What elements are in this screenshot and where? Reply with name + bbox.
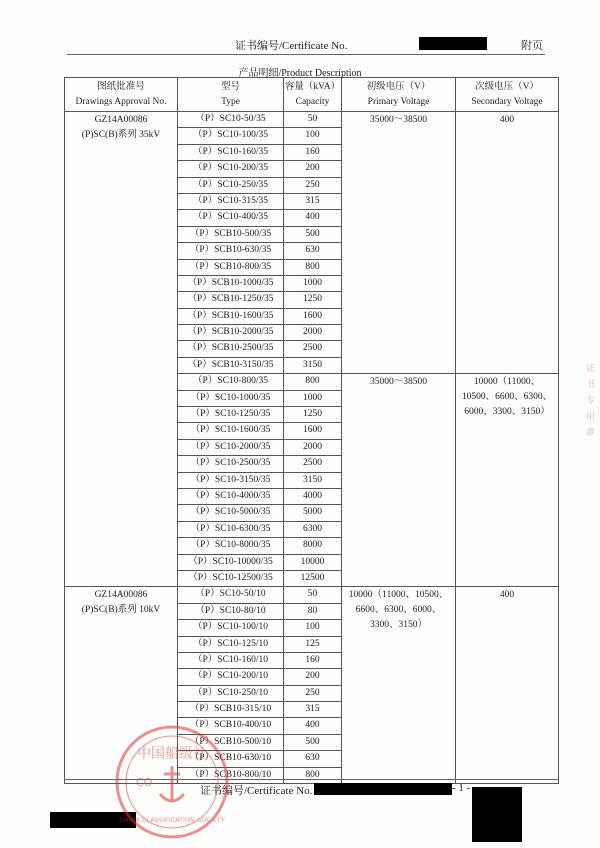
- series-name: (P)SC(B)系列 10kV: [81, 605, 161, 616]
- capacity-cell: 5000: [284, 505, 342, 521]
- capacity-cell: 4000: [284, 488, 342, 504]
- header-label-en: Capacity: [295, 96, 330, 107]
- redacted-certificate-number: [419, 37, 487, 50]
- edge-seal-fragment: 证书专用章: [586, 363, 596, 437]
- type-cell: （P）SC10-250/35: [178, 177, 284, 193]
- type-cell: （P）SC10-6300/35: [178, 521, 284, 537]
- type-cell: （P）SC10-5000/35: [178, 505, 284, 521]
- type-cell: （P）SC10-1250/35: [178, 407, 284, 423]
- table-body: [65, 112, 559, 784]
- capacity-cell: 200: [284, 669, 342, 685]
- redacted-block-right: [472, 787, 522, 842]
- capacity-cell: 630: [284, 243, 342, 259]
- capacity-cell: 1600: [284, 308, 342, 324]
- capacity-cell: 800: [284, 374, 342, 390]
- stamp-text-abbr: CO: [136, 776, 153, 789]
- approval-cell: [65, 112, 178, 587]
- type-cell: （P）SC10-400/35: [178, 210, 284, 226]
- capacity-cell: 250: [284, 177, 342, 193]
- capacity-cell: 315: [284, 702, 342, 718]
- header-primary-voltage: [342, 78, 456, 112]
- primary-voltage-cell: 35000～38500: [342, 112, 456, 374]
- type-cell: （P）SC10-315/35: [178, 193, 284, 209]
- footer-certificate-label: 证书编号/Certificate No.: [200, 785, 313, 797]
- capacity-cell: 800: [284, 767, 342, 783]
- header-label-cn: 型号: [220, 81, 240, 92]
- type-cell: （P）SC10-12500/35: [178, 570, 284, 586]
- primary-voltage-cell: 35000～38500: [342, 374, 456, 587]
- secondary-voltage-cell: 10000（11000、10500、6600、6300、6000、3300、3150）: [456, 374, 559, 587]
- product-description-title: 产品明细/Product Description: [238, 68, 362, 79]
- capacity-cell: 12500: [284, 570, 342, 586]
- capacity-cell: 630: [284, 751, 342, 767]
- stamp-text-en: CHINA CLASSIFICATION SOCIETY: [119, 816, 225, 824]
- capacity-cell: 1000: [284, 275, 342, 291]
- type-cell: （P）SC10-1000/35: [178, 390, 284, 406]
- header-label-cn: 图纸批准号: [97, 81, 145, 92]
- capacity-cell: 160: [284, 652, 342, 668]
- type-cell: （P）SC10-160/10: [178, 652, 284, 668]
- capacity-cell: 800: [284, 259, 342, 275]
- capacity-cell: 80: [284, 603, 342, 619]
- type-cell: （P）SCB10-630/10: [178, 751, 284, 767]
- header-type: [178, 78, 284, 112]
- secondary-voltage-cell: 400: [456, 587, 559, 784]
- type-cell: （P）SCB10-500/35: [178, 226, 284, 242]
- capacity-cell: 100: [284, 620, 342, 636]
- capacity-cell: 200: [284, 161, 342, 177]
- capacity-cell: 400: [284, 210, 342, 226]
- type-cell: （P）SC10-80/10: [178, 603, 284, 619]
- table-row: [65, 112, 559, 128]
- type-cell: （P）SCB10-1600/35: [178, 308, 284, 324]
- type-cell: （P）SC10-250/10: [178, 685, 284, 701]
- type-cell: （P）SC10-3150/35: [178, 472, 284, 488]
- capacity-cell: 1250: [284, 407, 342, 423]
- table-row: [65, 587, 559, 603]
- page-number: - 1 -: [452, 782, 471, 794]
- header-label-en: Drawings Approval No.: [75, 96, 167, 107]
- type-cell: （P）SC10-200/10: [178, 669, 284, 685]
- appendix-label: 附页: [521, 40, 543, 52]
- type-cell: （P）SC10-100/35: [178, 128, 284, 144]
- header-label-cn: 容量（kVA）: [284, 81, 341, 92]
- type-cell: （P）SCB10-500/10: [178, 734, 284, 750]
- capacity-cell: 125: [284, 636, 342, 652]
- header-drawings-approval: [65, 78, 178, 112]
- type-cell: （P）SC10-160/35: [178, 144, 284, 160]
- type-cell: （P）SC10-1600/35: [178, 423, 284, 439]
- type-cell: （P）SCB10-3150/35: [178, 357, 284, 373]
- ccs-seal-stamp: [112, 722, 232, 842]
- redacted-footer-certificate-number: [314, 783, 452, 795]
- header-label-en: Secondary Voltage: [471, 96, 543, 107]
- type-cell: （P）SC10-10000/35: [178, 554, 284, 570]
- capacity-cell: 8000: [284, 538, 342, 554]
- product-table: [64, 77, 559, 784]
- type-cell: （P）SCB10-1000/35: [178, 275, 284, 291]
- type-cell: （P）SC10-800/35: [178, 374, 284, 390]
- capacity-cell: 3150: [284, 357, 342, 373]
- type-cell: （P）SC10-50/10: [178, 587, 284, 603]
- header-label-cn: 次级电压（V）: [475, 81, 539, 92]
- header-secondary-voltage: [456, 78, 559, 112]
- approval-number: GZ14A00086: [94, 115, 148, 125]
- type-cell: （P）SC10-2000/35: [178, 439, 284, 455]
- capacity-cell: 250: [284, 685, 342, 701]
- capacity-cell: 500: [284, 226, 342, 242]
- header-capacity: [284, 78, 342, 112]
- capacity-cell: 2500: [284, 456, 342, 472]
- type-cell: （P）SC10-8000/35: [178, 538, 284, 554]
- capacity-cell: 6300: [284, 521, 342, 537]
- type-cell: （P）SC10-125/10: [178, 636, 284, 652]
- type-cell: （P）SC10-100/10: [178, 620, 284, 636]
- capacity-cell: 500: [284, 734, 342, 750]
- type-cell: （P）SCB10-2000/35: [178, 325, 284, 341]
- capacity-cell: 50: [284, 587, 342, 603]
- type-cell: （P）SCB10-315/10: [178, 702, 284, 718]
- capacity-cell: 2000: [284, 439, 342, 455]
- primary-voltage-cell: 10000（11000、10500、6600、6300、6000、3300、3150）: [342, 587, 456, 784]
- type-cell: （P）SCB10-800/35: [178, 259, 284, 275]
- certificate-number-label: 证书编号/Certificate No.: [235, 40, 348, 52]
- capacity-cell: 10000: [284, 554, 342, 570]
- capacity-cell: 1600: [284, 423, 342, 439]
- approval-number: GZ14A00086: [94, 590, 148, 601]
- capacity-cell: 1000: [284, 390, 342, 406]
- capacity-cell: 400: [284, 718, 342, 734]
- header-label-cn: 初级电压（V）: [366, 81, 431, 92]
- table-header-row: [65, 78, 559, 112]
- type-cell: （P）SCB10-1250/35: [178, 292, 284, 308]
- capacity-cell: 2500: [284, 341, 342, 357]
- header-label-en: Primary Voltage: [367, 96, 430, 107]
- type-cell: （P）SC10-50/35: [178, 112, 284, 128]
- type-cell: （P）SC10-2500/35: [178, 456, 284, 472]
- capacity-cell: 3150: [284, 472, 342, 488]
- capacity-cell: 100: [284, 128, 342, 144]
- secondary-voltage-cell: 400: [456, 112, 559, 374]
- capacity-cell: 315: [284, 193, 342, 209]
- page-header: [67, 34, 545, 55]
- capacity-cell: 160: [284, 144, 342, 160]
- type-cell: （P）SCB10-630/35: [178, 243, 284, 259]
- header-label-en: Type: [221, 96, 240, 107]
- series-name: (P)SC(B)系列 35kV: [81, 130, 161, 140]
- type-cell: （P）SC10-4000/35: [178, 488, 284, 504]
- type-cell: （P）SCB10-800/10: [178, 767, 284, 783]
- type-cell: （P）SCB10-2500/35: [178, 341, 284, 357]
- type-cell: （P）SC10-200/35: [178, 161, 284, 177]
- capacity-cell: 2000: [284, 325, 342, 341]
- type-cell: （P）SCB10-400/10: [178, 718, 284, 734]
- capacity-cell: 1250: [284, 292, 342, 308]
- stamp-text-cn: 中国船级社: [137, 746, 207, 762]
- capacity-cell: 50: [284, 112, 342, 128]
